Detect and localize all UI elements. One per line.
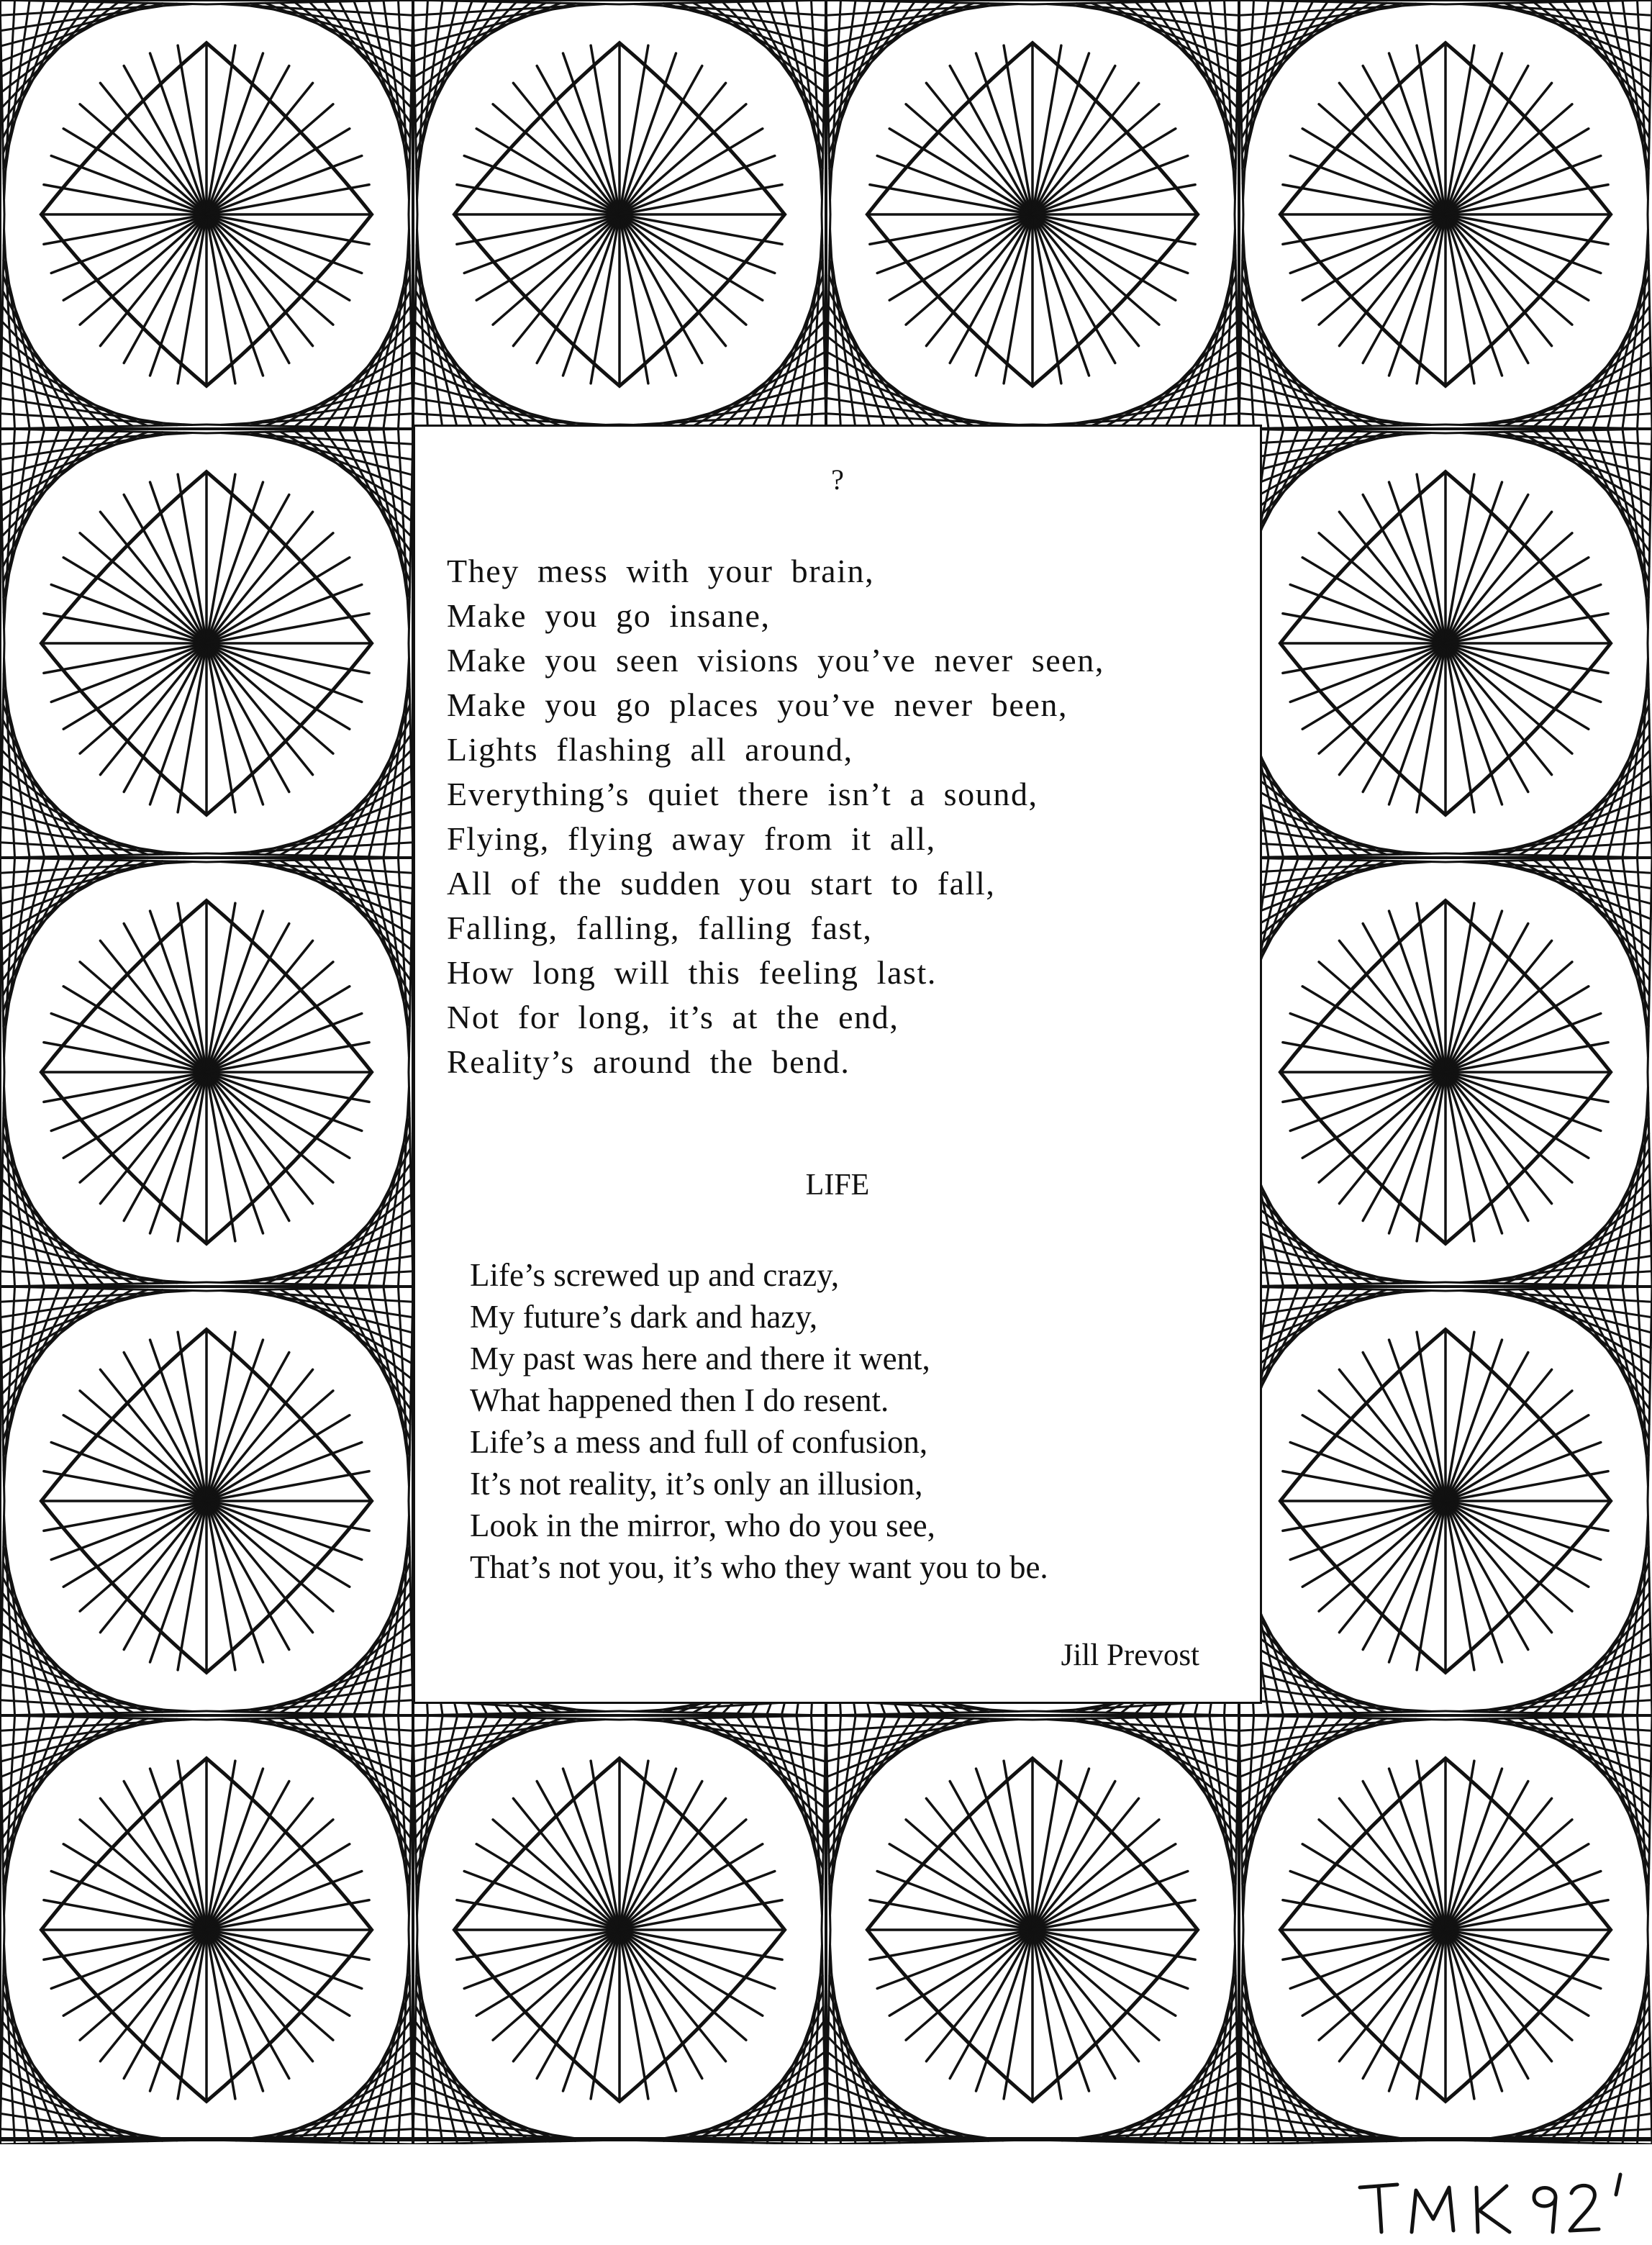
poem-line: Falling, falling, falling fast, bbox=[447, 910, 873, 946]
poem-line: Everything’s quiet there isn’t a sound, bbox=[447, 776, 1038, 812]
poem-line: Not for long, it’s at the end, bbox=[447, 999, 899, 1035]
poem-line: All of the sudden you start to fall, bbox=[447, 865, 996, 902]
poem-line: Flying, flying away from it all, bbox=[447, 820, 936, 857]
poem-panel bbox=[413, 425, 1262, 1704]
poem-line: Make you seen visions you’ve never seen, bbox=[447, 642, 1104, 679]
poem-title-question: ? bbox=[831, 463, 844, 496]
poem-line: My future’s dark and hazy, bbox=[470, 1299, 818, 1335]
poem-line: They mess with your brain, bbox=[447, 553, 875, 589]
poem-stanza-life bbox=[470, 1254, 1048, 1588]
poem-line: What happened then I do resent. bbox=[470, 1382, 889, 1418]
handwritten-signature bbox=[1353, 2166, 1640, 2238]
footer-divider bbox=[0, 2137, 1652, 2141]
poem-line: How long will this feeling last. bbox=[447, 954, 938, 991]
poem-stanza-question bbox=[447, 549, 1104, 1084]
poem-line: That’s not you, it’s who they want you to be. bbox=[470, 1549, 1048, 1585]
poem-line: My past was here and there it went, bbox=[470, 1341, 930, 1377]
poem-line: Make you go insane, bbox=[447, 597, 771, 634]
poem-line: Lights flashing all around, bbox=[447, 731, 853, 768]
poem-line: Look in the mirror, who do you see, bbox=[470, 1507, 935, 1543]
poem-line: Life’s screwed up and crazy, bbox=[470, 1257, 840, 1293]
author-name: Jill Prevost bbox=[1061, 1638, 1199, 1672]
poem-title-life: LIFE bbox=[805, 1169, 870, 1202]
poem-line: Life’s a mess and full of confusion, bbox=[470, 1424, 928, 1460]
poem-line: Reality’s around the bend. bbox=[447, 1043, 850, 1080]
poem-line: It’s not reality, it’s only an illusion, bbox=[470, 1466, 923, 1502]
poem-line: Make you go places you’ve never been, bbox=[447, 686, 1068, 723]
